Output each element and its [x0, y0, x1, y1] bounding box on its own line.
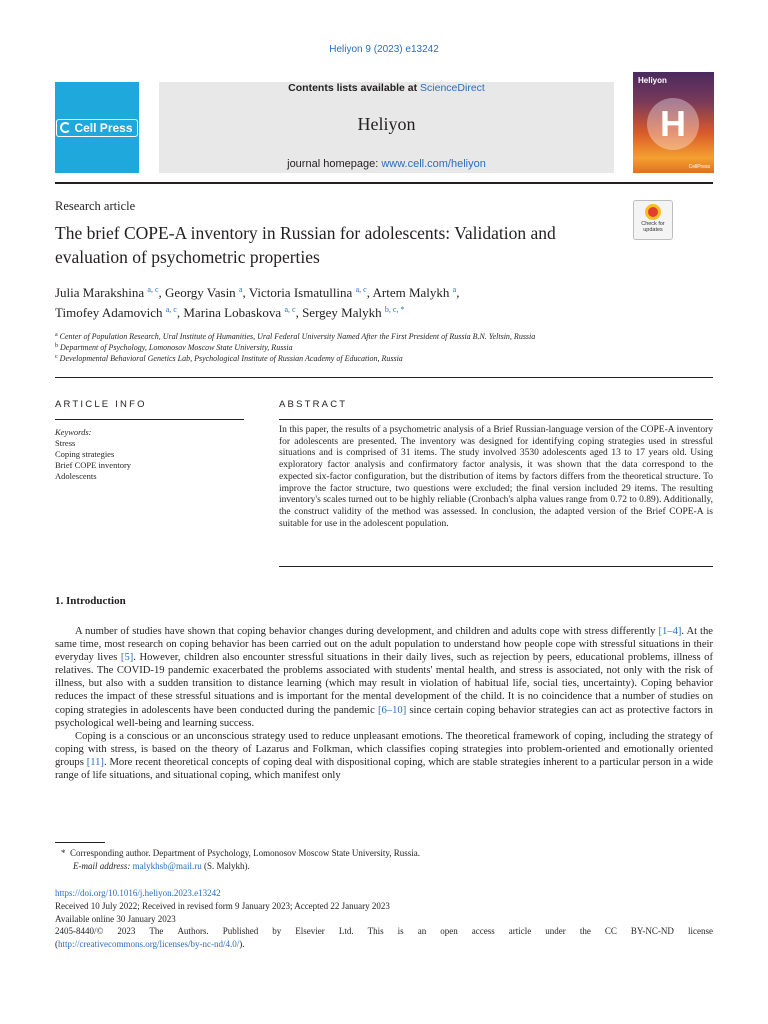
copyright-word: CC	[604, 926, 617, 937]
keywords-label: Keywords:	[55, 427, 92, 437]
available-online: Available online 30 January 2023	[55, 913, 176, 924]
cellpress-logo-text: Cell Press	[74, 120, 133, 135]
introduction-paragraph-2	[55, 730, 713, 782]
introduction-paragraph-1	[55, 625, 713, 730]
copyright-word: Published	[222, 926, 259, 937]
email-owner: (S. Malykh).	[203, 861, 250, 871]
license-link[interactable]: http://creativecommons.org/licenses/by-nc-nd/4.0/	[58, 939, 240, 950]
author-affiliation-mark[interactable]: a, c	[355, 285, 367, 294]
article-info-heading: ARTICLE INFO	[55, 399, 147, 410]
text-run: A number of studies have shown that coping behavior changes during development, and children and adults cope with stress differently	[75, 626, 659, 637]
affiliation-text: Center of Population Research, Ural Institute of Humanities, Ural Federal University Named After the First President of Russia B.N. Yeltsin, Russia	[59, 332, 536, 341]
author-name[interactable]: Victoria Ismatullina	[248, 285, 353, 300]
abstract-rule-top	[279, 419, 713, 420]
email-link[interactable]: malykhsb@mail.ru	[132, 861, 202, 871]
keyword[interactable]: Coping strategies	[55, 449, 115, 459]
copyright-word: an	[417, 926, 427, 937]
email-label: E-mail address:	[73, 861, 131, 871]
cover-h-emblem: H	[647, 98, 699, 150]
text-run: Coping is a conscious or an unconscious strategy used to reduce unpleasant emotions. The theoretical framework of coping, including the strategy of coping with stress, is based on the theory of Lazarus and Folkman, which classifies coping strategies into problem-oriented and emotionally oriented groups	[55, 730, 713, 768]
email-line	[61, 860, 711, 873]
affiliation-mark: a	[55, 332, 58, 338]
copyright-word: license	[687, 926, 713, 937]
author-affiliation-mark[interactable]: a, c	[284, 305, 296, 314]
affiliation-mark: c	[55, 354, 58, 360]
keywords-block	[55, 427, 245, 482]
cellpress-icon	[60, 122, 71, 133]
author-name[interactable]: Timofey Adamovich	[55, 305, 163, 320]
author-separator: ,	[456, 285, 460, 300]
author-affiliation-mark[interactable]: b, c, *	[384, 305, 405, 314]
text-run: . More recent theoretical concepts of coping deal with dispositional coping, which are stable strategies inherent to a particular person in a wide range of life situations, and situational coping, which manifest only	[55, 756, 713, 782]
copyright-word: by	[272, 926, 282, 937]
check-for-updates-button[interactable]	[633, 200, 673, 240]
author-separator: ,	[295, 305, 303, 320]
contents-line	[159, 82, 614, 94]
copyright-word: the	[579, 926, 591, 937]
header-rule	[55, 182, 713, 184]
footnote-mark: *	[61, 848, 66, 858]
article-type: Research article	[55, 199, 136, 213]
author-name[interactable]: Marina Lobaskova	[183, 305, 282, 320]
copyright-word: 2405-8440/©	[55, 926, 104, 937]
citation-link[interactable]: [6–10]	[378, 704, 407, 716]
copyright-word: The	[149, 926, 164, 937]
copyright-word: under	[545, 926, 566, 937]
cellpress-badge	[56, 119, 137, 137]
copyright-word: article	[508, 926, 532, 937]
introduction-heading: 1. Introduction	[55, 595, 126, 607]
affiliation-rule	[55, 377, 713, 378]
corresponding-author-note	[61, 847, 711, 860]
author-name[interactable]: Georgy Vasin	[165, 285, 236, 300]
check-updates-icon	[645, 204, 661, 220]
citation-link[interactable]: [1–4]	[658, 626, 682, 637]
copyright-word: 2023	[117, 926, 136, 937]
license-line	[55, 938, 713, 951]
corresponding-author-text: Corresponding author. Department of Psychology, Lomonosov Moscow State University, Russia.	[70, 848, 421, 858]
affiliation	[55, 342, 715, 353]
copyright-line	[55, 925, 713, 938]
author-affiliation-mark[interactable]: a	[452, 285, 457, 294]
author-separator: ,	[366, 285, 373, 300]
homepage-line	[159, 158, 614, 170]
sciencedirect-link[interactable]: ScienceDirect	[420, 82, 485, 94]
license-open: (	[55, 939, 58, 950]
keywords-list	[55, 438, 245, 482]
copyright-word: This	[367, 926, 384, 937]
affiliation-text: Developmental Behavioral Genetics Lab, Psychological Institute of Russian Academy of Education, Russia	[59, 354, 403, 363]
introduction-body	[55, 625, 713, 782]
article-info-rule	[55, 419, 244, 420]
footnote	[61, 847, 711, 873]
copyright-word: BY-NC-ND	[630, 926, 674, 937]
author-name[interactable]: Julia Marakshina	[55, 285, 145, 300]
journal-citation: Heliyon 9 (2023) e13242	[329, 44, 439, 55]
footnote-rule	[55, 842, 105, 843]
doi-link[interactable]: https://doi.org/10.1016/j.heliyon.2023.e13242	[55, 888, 221, 898]
license-close: ).	[239, 939, 245, 950]
masthead	[55, 76, 710, 173]
homepage-prefix: journal homepage:	[287, 158, 382, 170]
author-list	[55, 283, 635, 323]
copyright-word: Ltd.	[338, 926, 354, 937]
affiliation-mark: b	[55, 343, 58, 349]
history-dates: Received 10 July 2022; Received in revised form 9 January 2023; Accepted 22 January 2023	[55, 900, 390, 911]
author-separator: ,	[158, 285, 166, 300]
abstract-text: In this paper, the results of a psychometric analysis of a Brief Russian-language version of the COPE-A inventory for adolescents are presented. The inventory was designed for identifying coping strategies used in stressful situations and is comprised of 31 items. The study involved 3530 adolescents aged 13 to 17 years old. Using exploratory factor analysis and confirmatory factor analysis, it was shown that the data correspond to the expected six-factor configuration, but the distribution of items by factors differs from the theoretical structure. To improve the factor structure, two questions were excluded; the final version included 29 items. The resulting inventory's scales turned out to be highly reliable (Cronbach's alpha values range from 0.72 to 0.89). Additionally, the construct validity of the method was assessed. In conclusion, the adapted version of the Brief COPE-A is suitable for use in the adolescent population.	[279, 425, 713, 529]
masthead-banner	[159, 82, 614, 173]
check-updates-label: Check for updates	[641, 221, 665, 233]
affiliation-text: Department of Psychology, Lomonosov Moscow State University, Russia	[60, 343, 293, 352]
keyword[interactable]: Adolescents	[55, 471, 97, 481]
text-run: since certain coping behavior strategies can act as protective factors in psychological well-being and learning success.	[55, 704, 713, 729]
abstract-rule-bottom	[279, 566, 713, 567]
journal-cover[interactable]	[633, 72, 714, 173]
affiliation-list	[55, 331, 715, 364]
author-affiliation-mark[interactable]: a	[238, 285, 243, 294]
citation-link[interactable]: [5]	[120, 652, 134, 664]
keyword[interactable]: Brief COPE inventory	[55, 460, 132, 470]
cover-publisher: CellPress	[688, 164, 710, 170]
publication-info	[55, 887, 713, 951]
copyright-word: is	[397, 926, 404, 937]
cellpress-logo[interactable]	[55, 82, 139, 173]
homepage-link[interactable]: www.cell.com/heliyon	[381, 158, 486, 170]
text-run: . However, children also encounter stressful situations in their daily lives, such as rejection by peers, educational problems, illness of relatives. The COVID-19 pandemic exacerbated the problems associated with students' mental health, and stress is associated, not only with the risk of illness, but also with a sudden transition to distance learning (which may result in violation of habitual life, social ties, uncertainty). Coping behavior reduces the impact of these stressful situations and is important for the mental development of the child. It is no coincidence that a number of studies on coping strategies in adolescents have been conducted during the pandemic	[55, 652, 713, 716]
author-name[interactable]: Sergey Malykh	[302, 305, 382, 320]
cover-title: Heliyon	[638, 76, 667, 85]
keyword[interactable]: Stress	[55, 438, 76, 448]
abstract-heading: ABSTRACT	[279, 399, 348, 410]
copyright-word: Elsevier	[295, 926, 325, 937]
contents-prefix: Contents lists available at	[288, 82, 421, 94]
author-name[interactable]: Artem Malykh	[372, 285, 450, 300]
copyright-word: access	[471, 926, 495, 937]
copyright-word: Authors.	[177, 926, 209, 937]
journal-name: Heliyon	[357, 114, 416, 134]
affiliation	[55, 353, 715, 364]
citation-link[interactable]: [11]	[86, 756, 104, 768]
copyright-word: open	[440, 926, 458, 937]
author-affiliation-mark[interactable]: a, c	[147, 285, 159, 294]
affiliation	[55, 331, 715, 342]
author-separator: ,	[242, 285, 249, 300]
article-title: The brief COPE-A inventory in Russian for adolescents: Validation and evaluation of psychometric properties	[55, 223, 556, 267]
author-affiliation-mark[interactable]: a, c	[165, 305, 177, 314]
author-separator: ,	[176, 305, 184, 320]
text-run: . At the same time, most research on coping behavior has been carried out on the adult population to understand how people cope with stressful situations in their everyday lives	[55, 626, 713, 664]
